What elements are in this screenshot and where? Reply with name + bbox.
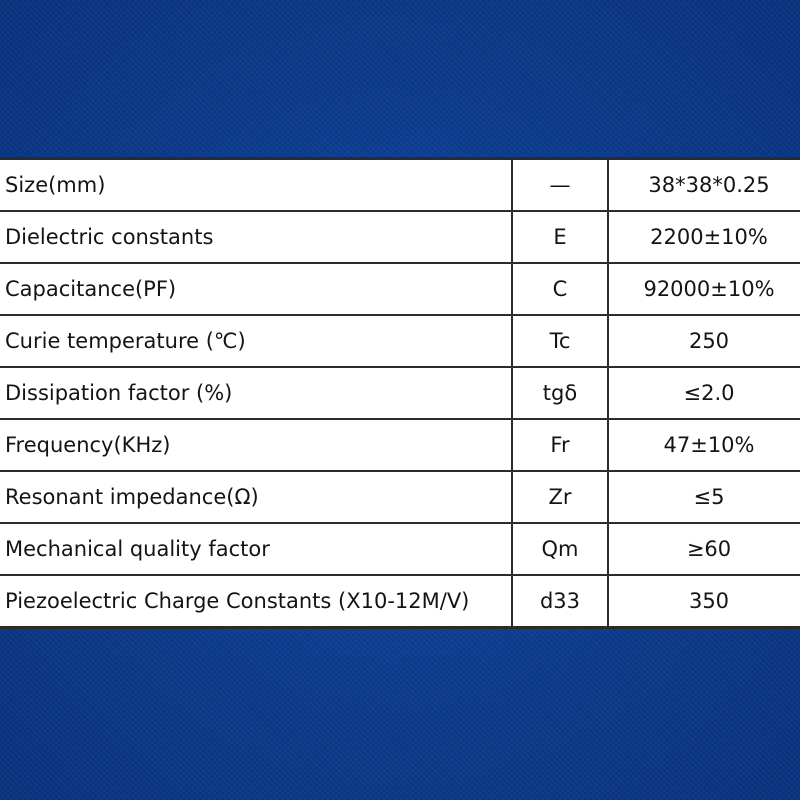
table-row bbox=[0, 211, 800, 263]
parameter-cell: Resonant impedance(Ω) bbox=[0, 471, 512, 523]
table-row bbox=[0, 263, 800, 315]
value-cell: 2200±10% bbox=[608, 211, 800, 263]
parameter-cell: Capacitance(PF) bbox=[0, 263, 512, 315]
parameter-cell: Dielectric constants bbox=[0, 211, 512, 263]
table-row bbox=[0, 523, 800, 575]
symbol-cell: Zr bbox=[512, 471, 608, 523]
symbol-cell: d33 bbox=[512, 575, 608, 628]
table-row bbox=[0, 315, 800, 367]
parameter-cell: Mechanical quality factor bbox=[0, 523, 512, 575]
parameter-cell: Dissipation factor (%) bbox=[0, 367, 512, 419]
value-cell: 47±10% bbox=[608, 419, 800, 471]
value-cell: 38*38*0.25 bbox=[608, 159, 800, 212]
symbol-cell: Tc bbox=[512, 315, 608, 367]
value-cell: 350 bbox=[608, 575, 800, 628]
table-row bbox=[0, 367, 800, 419]
symbol-cell: — bbox=[512, 159, 608, 212]
symbol-cell: E bbox=[512, 211, 608, 263]
value-cell: 92000±10% bbox=[608, 263, 800, 315]
parameter-cell: Frequency(KHz) bbox=[0, 419, 512, 471]
table-row bbox=[0, 159, 800, 212]
symbol-cell: tgδ bbox=[512, 367, 608, 419]
parameter-cell: Curie temperature (℃) bbox=[0, 315, 512, 367]
value-cell: ≤5 bbox=[608, 471, 800, 523]
symbol-cell: Fr bbox=[512, 419, 608, 471]
value-cell: ≤2.0 bbox=[608, 367, 800, 419]
spec-table bbox=[0, 157, 800, 629]
table-row bbox=[0, 575, 800, 628]
parameter-cell: Piezoelectric Charge Constants (X10-12M/V) bbox=[0, 575, 512, 628]
value-cell: 250 bbox=[608, 315, 800, 367]
symbol-cell: Qm bbox=[512, 523, 608, 575]
symbol-cell: C bbox=[512, 263, 608, 315]
table-row bbox=[0, 419, 800, 471]
parameter-cell: Size(mm) bbox=[0, 159, 512, 212]
table-row bbox=[0, 471, 800, 523]
value-cell: ≥60 bbox=[608, 523, 800, 575]
